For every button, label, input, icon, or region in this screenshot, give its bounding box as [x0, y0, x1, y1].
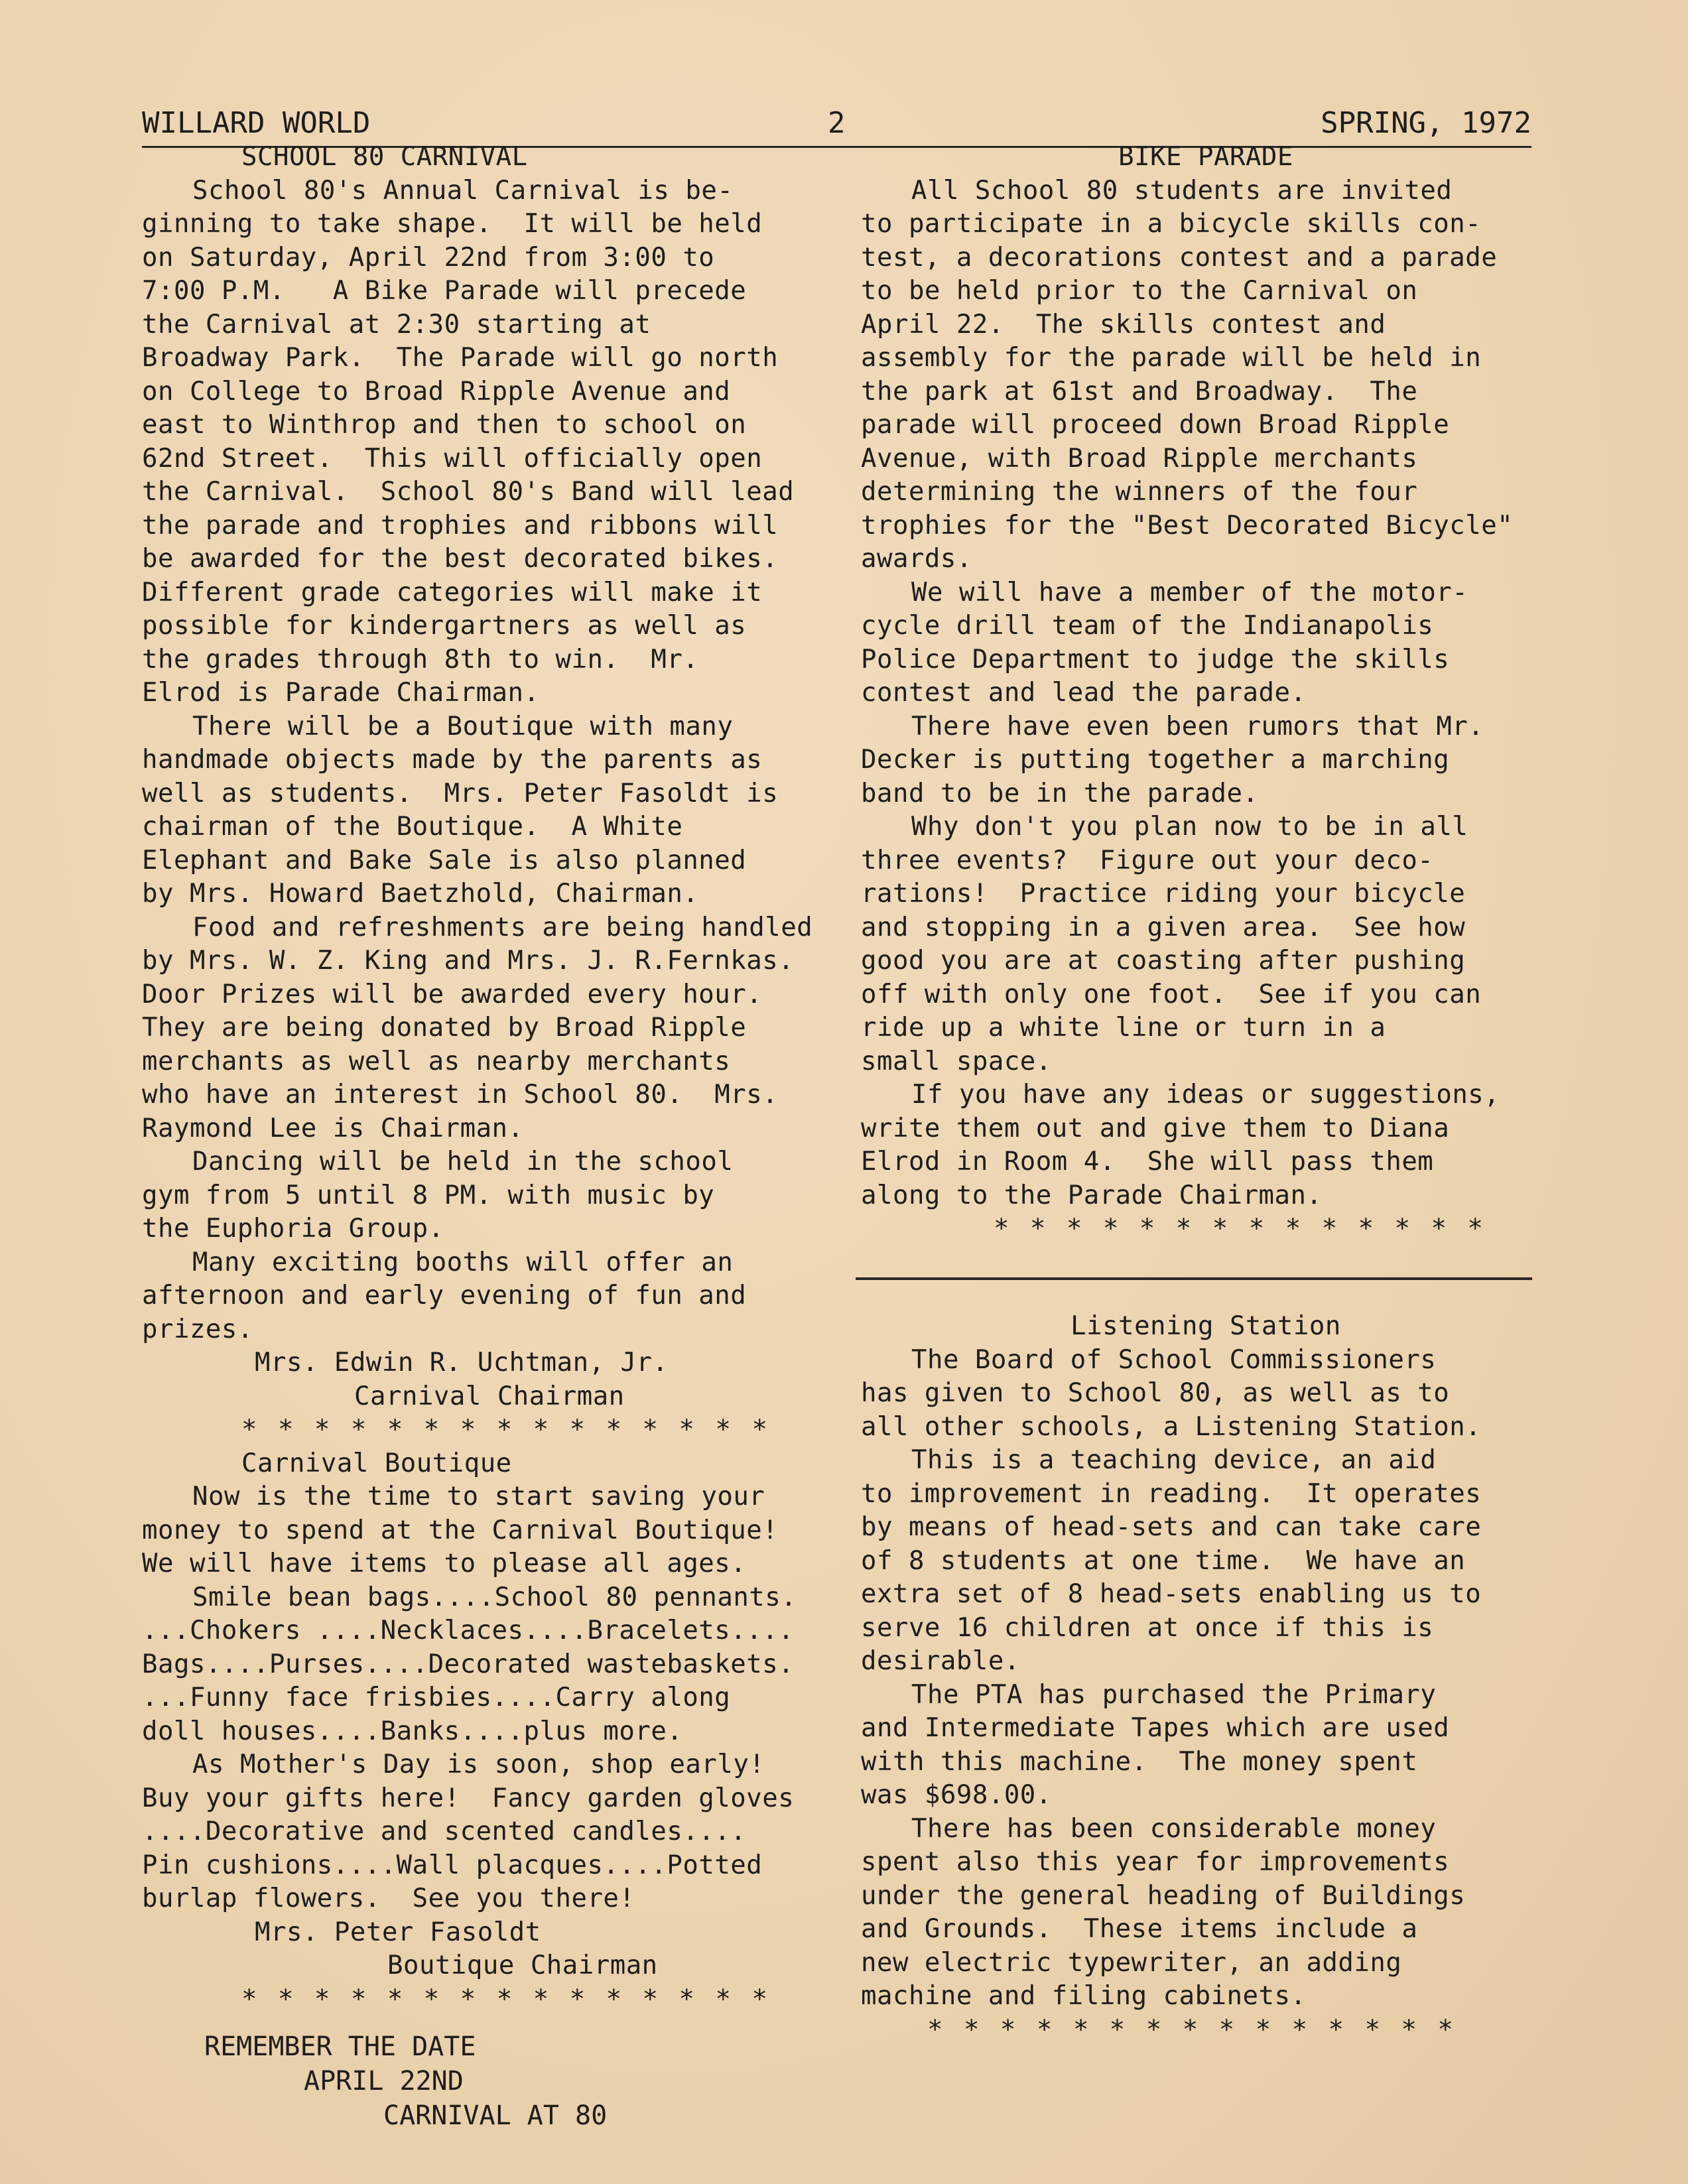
text-line: on College to Broad Ripple Avenue and: [142, 376, 731, 407]
text-line: with this machine. The money spent: [861, 1746, 1418, 1777]
text-line: April 22. The skills contest and: [861, 309, 1386, 340]
left-column: [142, 141, 845, 2016]
text-line: by means of head-sets and can take care: [861, 1512, 1482, 1542]
bike-parade-separator-stars: * * * * * * * * * * * * * *: [994, 1214, 1486, 1244]
text-line: desirable.: [861, 1646, 1020, 1676]
page-number: 2: [828, 106, 846, 140]
listening-station-article-body: [861, 1344, 1551, 2014]
text-line: Bags....Purses....Decorated wastebaskets.: [142, 1649, 795, 1679]
carnival-article-body: [142, 174, 845, 1347]
text-line: by Mrs. W. Z. King and Mrs. J. R.Fernkas.: [142, 946, 795, 976]
text-line: machine and filing cabinets.: [861, 1981, 1307, 2011]
text-line: Many exciting booths will offer an: [192, 1247, 734, 1277]
text-line: and Intermediate Tapes which are used: [861, 1713, 1450, 1743]
text-line: Door Prizes will be awarded every hour.: [142, 979, 763, 1009]
text-line: The PTA has purchased the Primary: [911, 1679, 1437, 1710]
publication-name: WILLARD WORLD: [142, 106, 371, 140]
text-line: Police Department to judge the skills: [861, 644, 1450, 674]
boutique-separator-stars: * * * * * * * * * * * * * * *: [241, 1984, 770, 2014]
text-line: determining the winners of the four: [861, 477, 1418, 507]
text-line: ride up a white line or turn in a: [861, 1013, 1386, 1043]
text-line: and stopping in a given area. See how: [861, 912, 1466, 942]
boutique-signature-name: Mrs. Peter Fasoldt: [255, 1917, 541, 1947]
text-line: Different grade categories will make it: [142, 577, 763, 608]
text-line: the parade and trophies and ribbons will: [142, 510, 779, 541]
carnival-signature-title: Carnival Chairman: [354, 1381, 625, 1411]
text-line: awards.: [861, 544, 972, 574]
carnival-title: SCHOOL 80 CARNIVAL: [241, 142, 528, 172]
carnival-separator-stars: * * * * * * * * * * * * * * *: [241, 1415, 770, 1445]
text-line: This is a teaching device, an aid: [911, 1445, 1437, 1475]
text-line: by Mrs. Howard Baetzhold, Chairman.: [142, 879, 699, 909]
text-line: trophies for the "Best Decorated Bicycle": [861, 510, 1514, 541]
remember-line-1: REMEMBER THE DATE: [204, 2031, 476, 2062]
text-line: If you have any ideas or suggestions,: [911, 1080, 1500, 1110]
text-line: was $698.00.: [861, 1780, 1052, 1810]
right-column: [861, 141, 1551, 1246]
text-line: ....Decorative and scented candles....: [142, 1817, 747, 1846]
text-line: serve 16 children at once if this is: [861, 1612, 1434, 1643]
text-line: Food and refreshments are being handled: [192, 912, 813, 942]
text-line: along to the Parade Chairman.: [861, 1180, 1323, 1210]
text-line: There have even been rumors that Mr.: [911, 711, 1484, 741]
text-line: Why don't you plan now to be in all: [911, 812, 1468, 842]
text-line: under the general heading of Buildings: [861, 1880, 1466, 1911]
text-line: new electric typewriter, an adding: [861, 1947, 1402, 1978]
text-line: possible for kindergartners as well as: [142, 611, 747, 641]
text-line: burlap flowers. See you there!: [142, 1884, 635, 1913]
text-line: spent also this year for improvements: [861, 1847, 1450, 1877]
text-line: chairman of the Boutique. A White: [142, 812, 683, 842]
section-divider-rule: [856, 1277, 1532, 1280]
text-line: the Euphoria Group.: [142, 1214, 444, 1244]
text-line: the Carnival. School 80's Band will lead: [142, 477, 795, 507]
remember-the-date-notice: [204, 2029, 607, 2133]
text-line: money to spend at the Carnival Boutique!: [142, 1515, 779, 1545]
text-line: of 8 students at one time. We have an: [861, 1545, 1466, 1576]
text-line: gym from 5 until 8 PM. with music by: [142, 1180, 715, 1210]
text-line: who have an interest in School 80. Mrs.: [142, 1080, 779, 1110]
text-line: There will be a Boutique with many: [192, 711, 734, 741]
text-line: prizes.: [142, 1314, 253, 1344]
text-line: east to Winthrop and then to school on: [142, 410, 747, 440]
text-line: be awarded for the best decorated bikes.: [142, 544, 779, 574]
bike-parade-article-body: [861, 174, 1551, 1213]
text-line: Pin cushions....Wall placques....Potted: [142, 1850, 763, 1880]
text-line: rations! Practice riding your bicycle: [861, 879, 1466, 909]
boutique-article-body: [142, 1480, 845, 1916]
text-line: to improvement in reading. It operates: [861, 1478, 1482, 1509]
text-line: three events? Figure out your deco-: [861, 845, 1434, 875]
remember-line-3: CARNIVAL AT 80: [383, 2100, 608, 2131]
text-line: Dancing will be held in the school: [192, 1147, 734, 1177]
text-line: has given to School 80, as well as to: [861, 1378, 1450, 1408]
text-line: assembly for the parade will be held in: [861, 343, 1482, 373]
text-line: Broadway Park. The Parade will go north: [142, 343, 779, 373]
text-line: to be held prior to the Carnival on: [861, 276, 1418, 306]
text-line: cycle drill team of the Indianapolis: [861, 611, 1434, 641]
text-line: Elrod in Room 4. She will pass them: [861, 1147, 1434, 1177]
text-line: small space.: [861, 1046, 1052, 1076]
text-line: School 80's Annual Carnival is be-: [192, 175, 734, 206]
text-line: band to be in the parade.: [861, 778, 1259, 808]
carnival-signature-name: Mrs. Edwin R. Uchtman, Jr.: [255, 1348, 669, 1378]
text-line: merchants as well as nearby merchants: [142, 1046, 731, 1076]
text-line: Now is the time to start saving your: [192, 1482, 765, 1511]
listening-station-title: Listening Station: [1071, 1311, 1341, 1341]
text-line: contest and lead the parade.: [861, 678, 1307, 708]
text-line: ...Funny face frisbies....Carry along: [142, 1683, 731, 1712]
text-line: ...Chokers ....Necklaces....Bracelets....: [142, 1616, 795, 1645]
text-line: afternoon and early evening of fun and: [142, 1281, 747, 1311]
text-line: test, a decorations contest and a parade: [861, 242, 1498, 273]
text-line: They are being donated by Broad Ripple: [142, 1013, 747, 1043]
text-line: extra set of 8 head-sets enabling us to: [861, 1579, 1482, 1609]
text-line: write them out and give them to Diana: [861, 1113, 1450, 1143]
text-line: off with only one foot. See if you can: [861, 979, 1482, 1009]
text-line: We will have a member of the motor-: [911, 577, 1468, 608]
text-line: Smile bean bags....School 80 pennants.: [192, 1582, 797, 1612]
text-line: good you are at coasting after pushing: [861, 946, 1466, 976]
text-line: Decker is putting together a marching: [861, 745, 1450, 775]
text-line: the park at 61st and Broadway. The: [861, 376, 1418, 407]
text-line: 62nd Street. This will officially open: [142, 443, 763, 474]
text-line: As Mother's Day is soon, shop early!: [192, 1750, 765, 1779]
text-line: to participate in a bicycle skills con-: [861, 209, 1482, 239]
remember-line-2: APRIL 22ND: [304, 2066, 464, 2096]
text-line: Raymond Lee is Chairman.: [142, 1113, 524, 1143]
text-line: doll houses....Banks....plus more.: [142, 1716, 683, 1746]
text-line: The Board of School Commissioners: [911, 1344, 1437, 1375]
boutique-signature-title: Boutique Chairman: [387, 1951, 658, 1980]
bike-parade-title: BIKE PARADE: [1118, 142, 1293, 172]
text-line: handmade objects made by the parents as: [142, 745, 763, 775]
text-line: on Saturday, April 22nd from 3:00 to: [142, 242, 715, 273]
text-line: the Carnival at 2:30 starting at: [142, 309, 651, 340]
text-line: Buy your gifts here! Fancy garden gloves: [142, 1783, 795, 1813]
text-line: Elephant and Bake Sale is also planned: [142, 845, 747, 875]
text-line: parade will proceed down Broad Ripple: [861, 410, 1450, 440]
text-line: 7:00 P.M. A Bike Parade will precede: [142, 276, 747, 306]
text-line: We will have items to please all ages.: [142, 1549, 747, 1578]
text-line: all other schools, a Listening Station.: [861, 1411, 1482, 1442]
text-line: There has been considerable money: [911, 1813, 1437, 1844]
text-line: Avenue, with Broad Ripple merchants: [861, 443, 1418, 474]
text-line: well as students. Mrs. Peter Fasoldt is: [142, 778, 779, 808]
boutique-title: Carnival Boutique: [241, 1448, 512, 1478]
text-line: the grades through 8th to win. Mr.: [142, 644, 699, 674]
listening-station-separator-stars: * * * * * * * * * * * * * * *: [927, 2014, 1456, 2045]
text-line: Elrod is Parade Chairman.: [142, 678, 540, 708]
text-line: All School 80 students are invited: [911, 175, 1453, 206]
text-line: and Grounds. These items include a: [861, 1914, 1418, 1944]
right-column-lower: [861, 1310, 1551, 2047]
text-line: ginning to take shape. It will be held: [142, 209, 763, 239]
issue-date: SPRING, 1972: [1321, 106, 1531, 140]
